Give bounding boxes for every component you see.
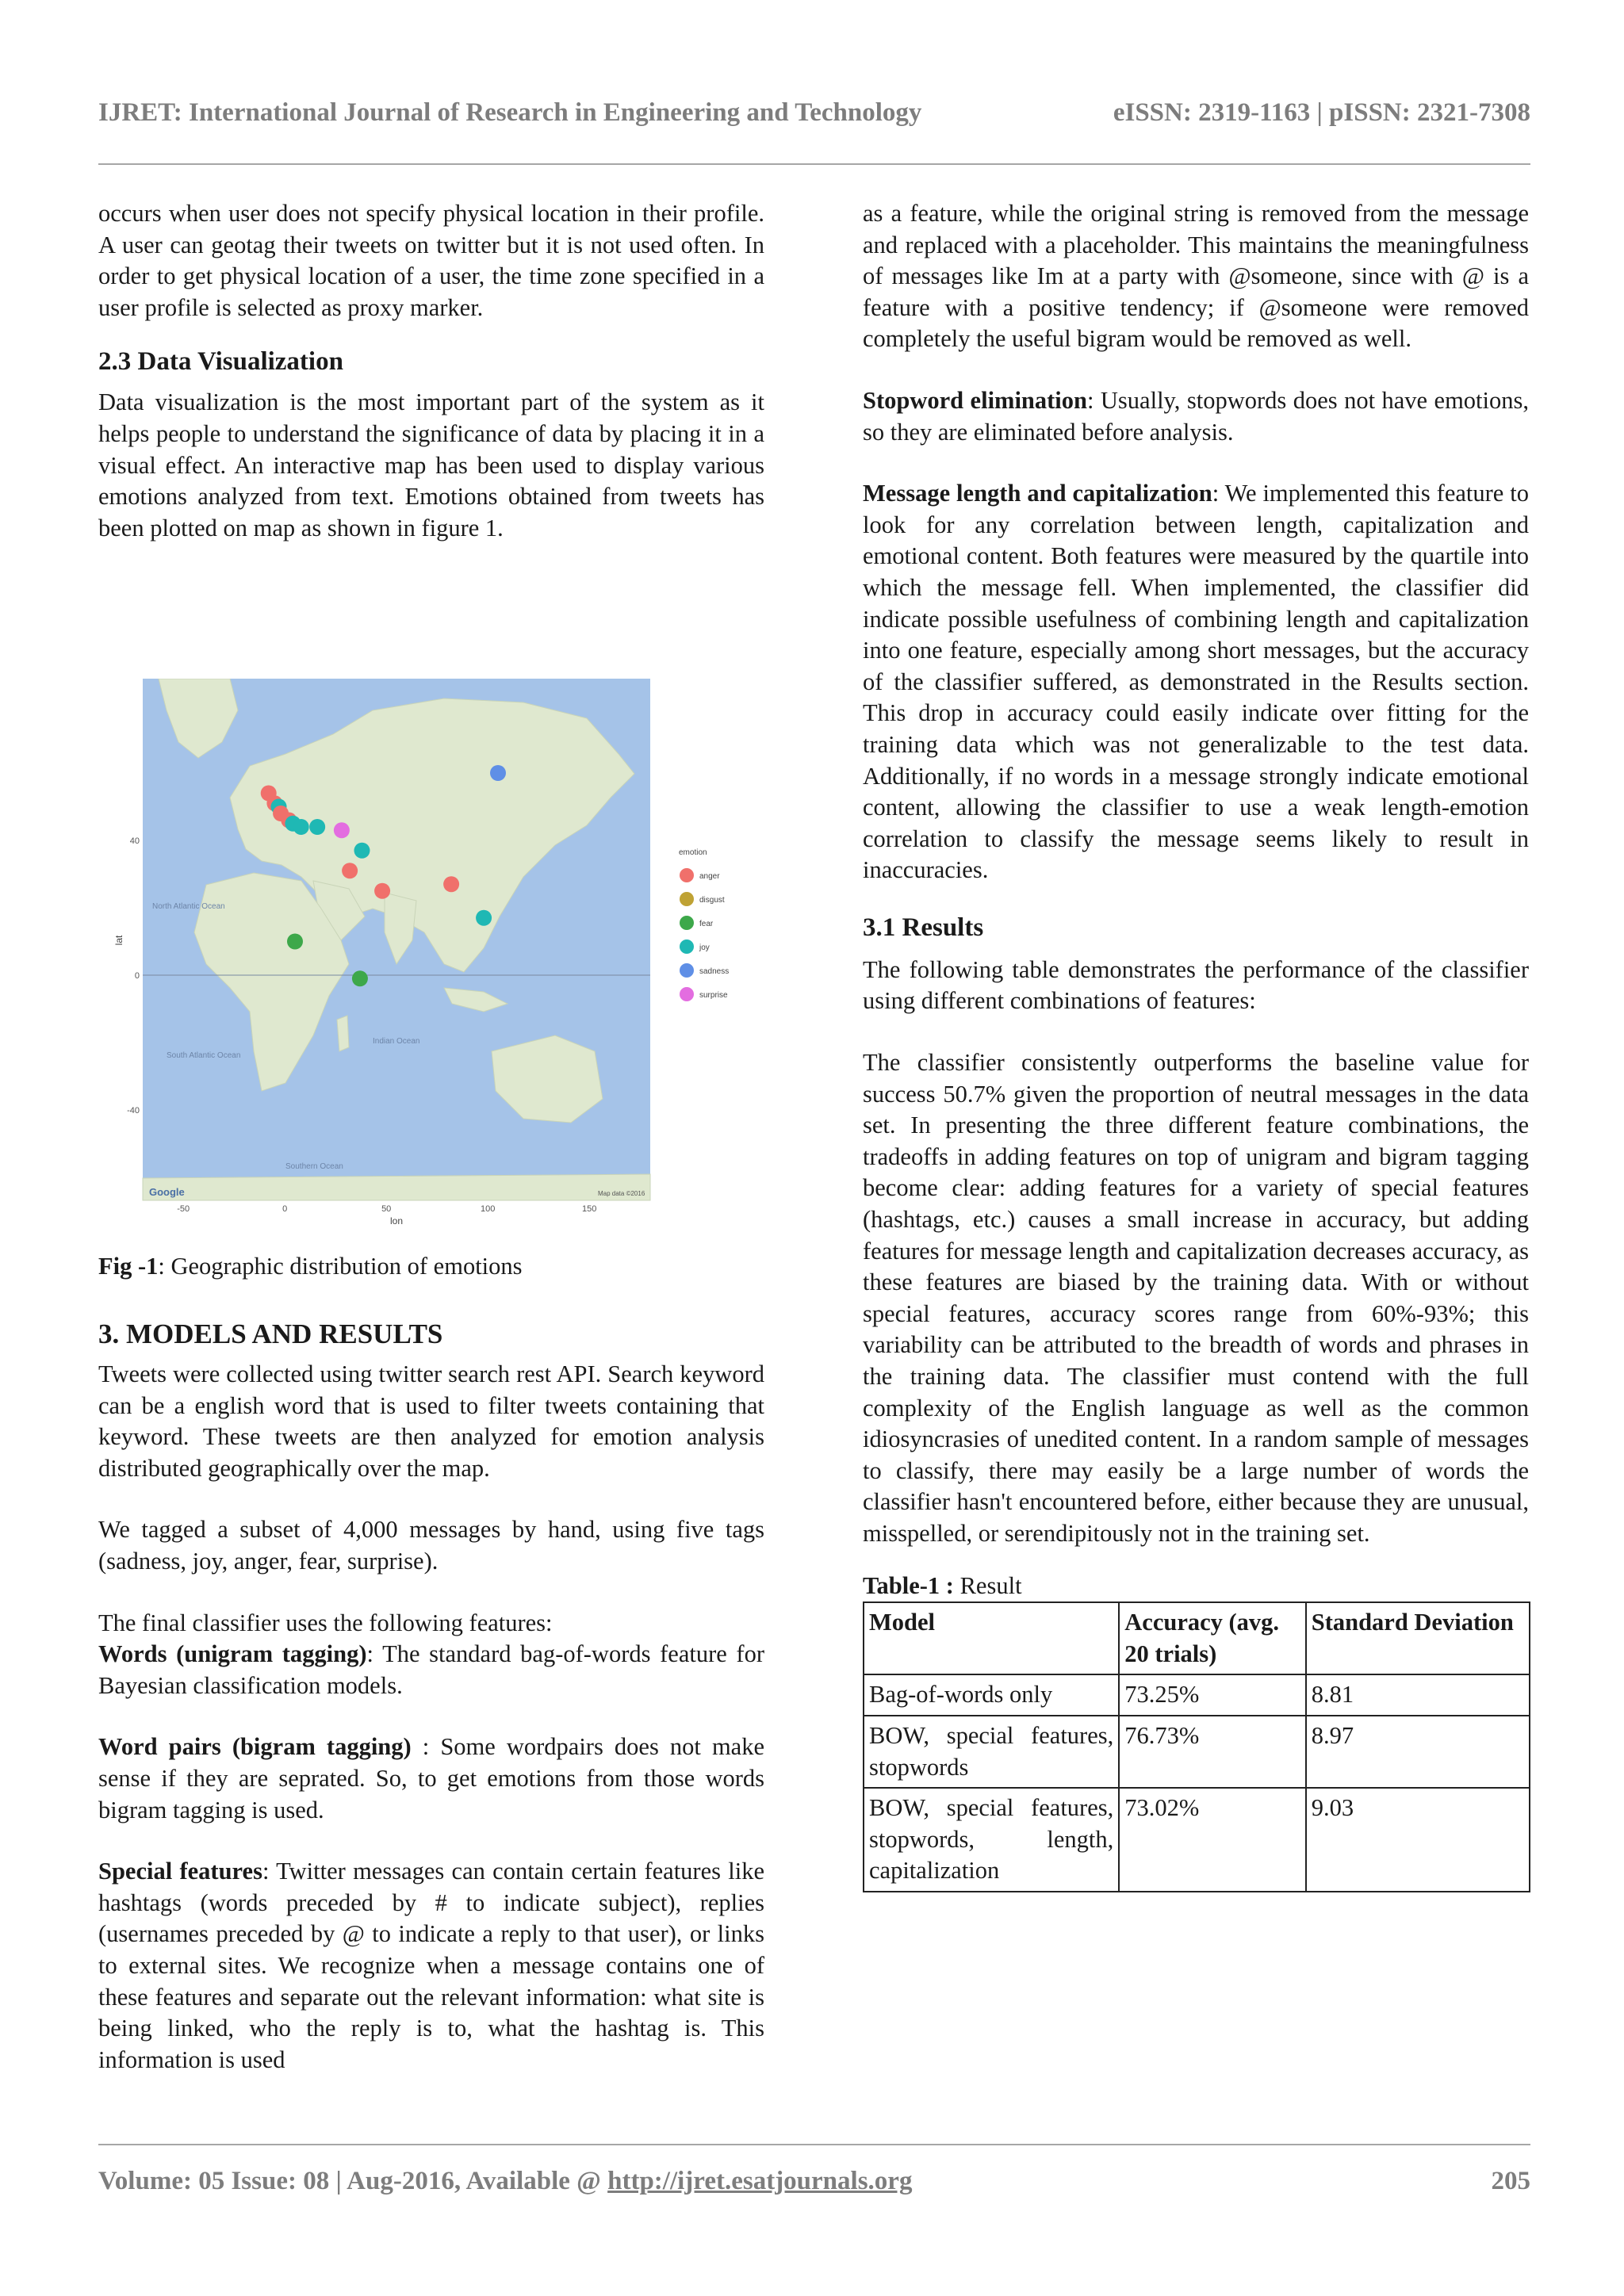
emotion-map-figure xyxy=(111,679,761,1226)
feature-pairs xyxy=(98,1732,764,1826)
dataviz-paragraph: Data visualization is the most important part of the system as it helps people to understand the significance of data by placing it in a visual effect. An interactive map has been used to display various emotions analyzed from text. Emotions obtained from tweets has been plotted on map as shown in figure 1. xyxy=(98,388,764,541)
feature-length-text: : We implemented this feature to look for any correlation between length, capitalization and emotional content. Both features were measured by the quartile into which the message fell. When implemented, the classifier did indicate possible usefulness of combining length and capitalization into one feature, especially among short messages, but the accuracy of the classifier suffered, as demonstrated in the Results section. This drop in accuracy could easily indicate over fitting for the training data which was not generalizable to the test data. Additionally, if no words in a message strongly indicate emotional content, allowing the classifier to use a weak length-emotion correlation to classify the message seems likely to result in inaccuracies. xyxy=(863,480,1529,884)
legend-swatch-fear xyxy=(680,916,694,930)
legend-label-joy: joy xyxy=(699,943,710,952)
table-cell: 8.81 xyxy=(1306,1674,1530,1716)
y-axis-label: lat xyxy=(113,935,124,946)
journal-link[interactable]: http://ijret.esatjournals.org xyxy=(607,2167,913,2195)
feature-stopword xyxy=(863,385,1529,448)
left-column-top xyxy=(98,198,764,544)
y-ticks xyxy=(127,836,140,1115)
map-point-anger xyxy=(342,863,358,878)
table-row xyxy=(864,1788,1530,1892)
feature-special-label: Special features xyxy=(98,1858,262,1885)
features-intro: The final classifier uses the following features: xyxy=(98,1609,553,1636)
ocean-label-southern: Southern Ocean xyxy=(285,1162,343,1171)
legend-label-sadness: sadness xyxy=(699,967,730,976)
table-cell: BOW, special features, stopwords xyxy=(864,1716,1119,1788)
section-heading-results: 3.1 Results xyxy=(863,913,984,942)
table-header-cell: Standard Deviation xyxy=(1306,1602,1530,1674)
table-cell: 76.73% xyxy=(1119,1716,1305,1788)
map-point-joy xyxy=(476,910,492,926)
x-axis-label: lon xyxy=(389,1215,404,1226)
table-row xyxy=(864,1716,1530,1788)
feature-stopword-text: : Usually, stopwords does not have emotions, so they are eliminated before analysis. xyxy=(863,386,1529,446)
figure-caption xyxy=(98,1251,764,1283)
map-point-fear xyxy=(352,970,368,986)
feature-pairs-text: : Some wordpairs does not make sense if they are seprated. So, to get emotions from those words bigram tagging is used. xyxy=(98,1733,764,1823)
x-ticks xyxy=(177,1204,596,1214)
map-point-anger xyxy=(443,876,459,892)
legend-swatch-surprise xyxy=(680,987,694,1001)
x-tick-label: 50 xyxy=(381,1204,392,1214)
legend-swatch-anger xyxy=(680,868,694,882)
feature-special-text: : Twitter messages can contain certain features like hashtags (words preceded by # to indicate subject), replies (usernames preceded by @ to indicate a reply to that user), or links to external sites. We recognize when a message contains one of these features and separate out the relevant information: what site is being linked, who the reply is to, what the hashtag is. This information is used xyxy=(98,1858,764,2073)
results-table xyxy=(863,1601,1530,1892)
table-cell: 8.97 xyxy=(1306,1716,1530,1788)
legend-swatch-disgust xyxy=(680,892,694,906)
table-header-cell: Model xyxy=(864,1602,1119,1674)
google-logo: Google xyxy=(149,1186,185,1198)
feature-stopword-label: Stopword elimination xyxy=(863,386,1087,414)
table-cell: Bag-of-words only xyxy=(864,1674,1119,1716)
feature-length-label: Message length and capitalization xyxy=(863,480,1212,507)
x-tick-label: -50 xyxy=(177,1204,190,1214)
models-paragraph-2: We tagged a subset of 4,000 messages by hand, using five tags (sadness, joy, anger, fear, surprise). xyxy=(98,1516,764,1575)
map-point-joy xyxy=(309,819,325,835)
feature-words-label: Words (unigram tagging) xyxy=(98,1640,367,1668)
issn-header: eISSN: 2319-1163 | pISSN: 2321-7308 xyxy=(1113,98,1530,127)
table-caption-label: Table-1 : xyxy=(863,1571,954,1599)
footer-rule xyxy=(98,2144,1530,2145)
feature-words-text: : The standard bag-of-words feature for Bayesian classification models. xyxy=(98,1640,764,1699)
right-column xyxy=(863,198,1529,1892)
intro-paragraph: occurs when user does not specify physical location in their profile. A user can geotag their tweets on twitter but it is not used often. In order to get physical location of a user, the time zone specified in a user profile is selected as proxy marker. xyxy=(98,200,764,321)
map-point-fear xyxy=(287,934,303,950)
legend-label-surprise: surprise xyxy=(699,991,728,1000)
table-header-cell: Accuracy (avg. 20 trials) xyxy=(1119,1602,1305,1674)
header-rule xyxy=(98,163,1530,165)
feature-pairs-label: Word pairs (bigram tagging) xyxy=(98,1733,412,1761)
table-cell: BOW, special features, stopwords, length, capitalization xyxy=(864,1788,1119,1892)
y-tick-label: -40 xyxy=(127,1106,140,1115)
map-point-anger xyxy=(374,883,390,899)
ocean-label-south-atlantic: South Atlantic Ocean xyxy=(167,1051,241,1060)
section-heading-data-visualization: 2.3 Data Visualization xyxy=(98,347,343,377)
results-paragraph-2: The classifier consistently outperforms the baseline value for success 50.7% given the proportion of neutral messages in the data set. In presenting the three different feature combinations, the tradeoffs in adding features on top of unigram and bigram tagging become clear: adding features for a variety of special features (hashtags, etc.) causes a small increase in accuracy, but adding features for message length and capitalization decreases accuracy, as these features are biased by the training data. With or without special features, accuracy scores range from 60%-93%; this variability can be attributed to the breadth of words and phrases in the training data. The classifier must contend with the full complexity of the English language as well as the common idiosyncrasies of unedited content. In a random sample of messages to classify, there may easily be a large number of words the classifier hasn't encountered before, either because they are unusual, misspelled, or serendipitously not in the training set. xyxy=(863,1049,1529,1547)
y-tick-label: 0 xyxy=(134,971,140,981)
table-cell: 9.03 xyxy=(1306,1788,1530,1892)
figure-caption-label: Fig -1 xyxy=(98,1253,159,1280)
table-caption xyxy=(863,1571,1529,1602)
feature-words xyxy=(98,1639,764,1701)
table-cell: 73.25% xyxy=(1119,1674,1305,1716)
footer-volume-text: Volume: 05 Issue: 08 | Aug-2016, Available @ xyxy=(98,2167,608,2195)
legend-label-disgust: disgust xyxy=(699,896,725,905)
legend-label-anger: anger xyxy=(699,872,720,881)
table-caption-text: Result xyxy=(953,1571,1022,1599)
map-point-sadness xyxy=(490,765,506,781)
results-paragraph-1: The following table demonstrates the performance of the classifier using different combinations of features: xyxy=(863,955,1529,1015)
feature-special xyxy=(98,1856,764,2076)
section-heading-models-results: 3. MODELS AND RESULTS xyxy=(98,1318,443,1349)
left-column-bottom xyxy=(98,1316,764,2076)
feature-length xyxy=(863,478,1529,886)
map-point-joy xyxy=(293,819,309,835)
journal-header: IJRET: International Journal of Research in Engineering and Technology xyxy=(98,98,922,127)
map-point-surprise xyxy=(334,822,350,838)
legend-swatch-sadness xyxy=(680,963,694,978)
ocean-label-north-atlantic: North Atlantic Ocean xyxy=(152,902,225,911)
page-number: 205 xyxy=(1491,2167,1530,2195)
map-legend xyxy=(679,848,729,1001)
legend-label-fear: fear xyxy=(699,920,714,928)
y-tick-label: 40 xyxy=(129,836,140,846)
figure-caption-text: : Geographic distribution of emotions xyxy=(158,1253,523,1280)
map-data-credit: Map data ©2016 xyxy=(598,1190,645,1197)
map-point-joy xyxy=(354,843,370,859)
table-row xyxy=(864,1674,1530,1716)
legend-swatch-joy xyxy=(680,939,694,954)
table-cell: 73.02% xyxy=(1119,1788,1305,1892)
emotion-map-svg xyxy=(111,679,761,1226)
table-header-row xyxy=(864,1602,1530,1674)
footer-volume xyxy=(98,2167,912,2196)
ocean-label-indian: Indian Ocean xyxy=(373,1037,420,1046)
continuation-paragraph: as a feature, while the original string is removed from the message and replaced with a placeholder. This maintains the meaningfulness of messages like Im at a party with @someone, since with @ is a feature with a positive tendency; if @someone were removed completely the useful bigram would be removed as well. xyxy=(863,200,1529,353)
legend-title: emotion xyxy=(679,848,707,857)
x-tick-label: 0 xyxy=(282,1204,288,1214)
models-paragraph-1: Tweets were collected using twitter search rest API. Search keyword can be a english word that is used to filter tweets containing that keyword. These tweets are then analyzed for emotion analysis distributed geographically over the map. xyxy=(98,1360,764,1482)
x-tick-label: 100 xyxy=(481,1204,496,1214)
x-tick-label: 150 xyxy=(582,1204,597,1214)
